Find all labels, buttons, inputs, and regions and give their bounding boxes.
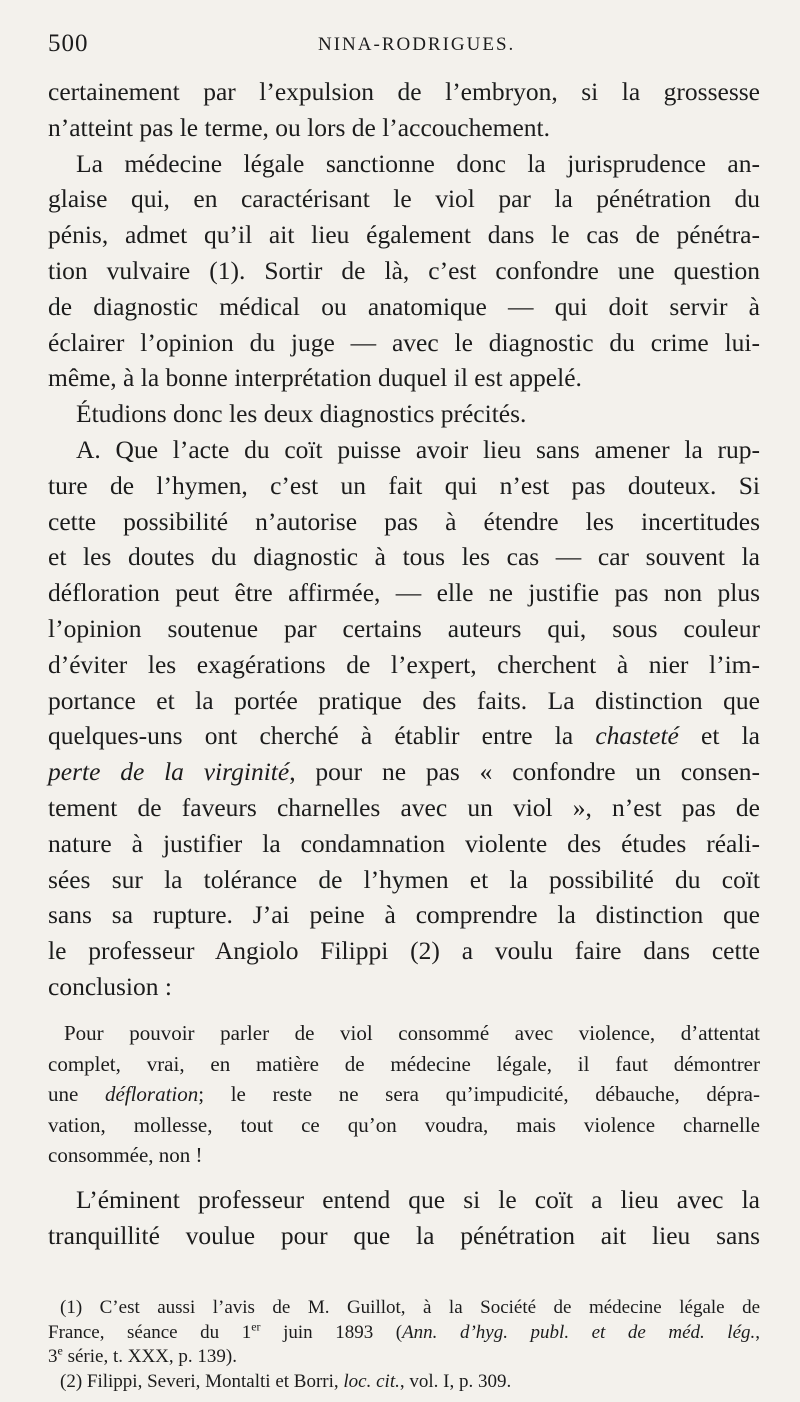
superscript: er [251, 1319, 261, 1334]
quote-line: Pour pouvoir parler de viol consommé avec violence, d’attentat [64, 1021, 760, 1045]
text-segment: (2) Filippi, Severi, Montalti et Borri, [60, 1370, 344, 1392]
text-segment: ; le reste ne sera qu’impudicité, débauche, dépra- [198, 1082, 760, 1107]
text-line: l’opinion soutenue par certains auteurs qui, sous couleur [48, 613, 760, 643]
text-line: le professeur Angiolo Filippi (2) a voulu faire dans cette [48, 936, 760, 966]
text-line [48, 754, 760, 790]
main-text [48, 74, 760, 1005]
text-line: La médecine légale sanctionne donc la jurisprudence an- [76, 148, 760, 178]
text-segment: quelques-uns ont cherché à établir entre la [48, 721, 574, 751]
text-line: cette possibilité n’autorise pas à étendre les incertitudes [48, 506, 760, 536]
text-line: ture de l’hymen, c’est un fait qui n’est pas douteux. Si [48, 470, 760, 500]
text-line: nature à justifier la condamnation violente des études réali- [48, 828, 760, 858]
text-line: tement de faveurs charnelles avec un viol », n’est pas de [48, 792, 760, 822]
text-line: Étudions donc les deux diagnostics précités. [76, 399, 527, 429]
text-segment: une [48, 1082, 79, 1107]
text-segment: France, séance du 1 [48, 1321, 252, 1343]
text-line: d’éviter les exagérations de l’expert, cherchent à nier l’im- [48, 649, 760, 679]
text-segment: 3 [48, 1346, 58, 1367]
text-line: éclairer l’opinion du juge — avec le diagnostic du crime lui- [48, 327, 760, 357]
text-segment: , pour ne pas « confondre un consen- [289, 757, 760, 787]
text-line: défloration peut être affirmée, — elle ne justifie pas non plus [48, 578, 760, 608]
footnote-2-line [48, 1370, 760, 1395]
running-head: NINA-RODRIGUES. [318, 34, 516, 55]
text-line: et les doutes du diagnostic à tous les cas — car souvent la [48, 542, 760, 572]
quote-line: complet, vrai, en matière de médecine légale, il faut démontrer [48, 1051, 760, 1076]
italic-term: chasteté [595, 721, 679, 751]
footnotes [48, 1296, 760, 1394]
text-line: A. Que l’acte du coït puisse avoir lieu sans amener la rup- [76, 434, 760, 464]
text-line: même, à la bonne interprétation duquel il est appelé. [48, 363, 582, 393]
footnote-1-line [48, 1321, 760, 1346]
journal-title: Ann. d’hyg. publ. et de méd. lég. [402, 1321, 756, 1343]
quote-line [48, 1079, 760, 1110]
text-segment: série, t. XXX, p. 139). [62, 1346, 237, 1367]
text-line: conclusion : [48, 971, 172, 1001]
quote-line: consommée, non ! [48, 1143, 203, 1168]
text-line: L’éminent professeur entend que si le coït a lieu avec la [76, 1185, 760, 1214]
text-line: n’atteint pas le terme, ou lors de l’accouchement. [48, 112, 551, 142]
text-line: pénis, admet qu’il ait lieu également dans le cas de pénétra- [48, 220, 760, 250]
text-line: de diagnostic médical ou anatomique — qui doit servir à [48, 291, 760, 321]
text-segment: , [755, 1321, 761, 1343]
text-line: tion vulvaire (1). Sortir de là, c’est confondre une question [48, 255, 760, 285]
text-line: portance et la portée pratique des faits. La distinction que [48, 685, 760, 715]
page-header [48, 30, 748, 66]
block-quote [48, 1018, 760, 1171]
closing-paragraph [48, 1182, 760, 1254]
text-segment: juin 1893 ( [260, 1321, 403, 1343]
italic-term: loc. cit. [343, 1370, 400, 1392]
text-line: tranquillité voulue pour que la pénétration ait lieu sans [48, 1220, 760, 1250]
footnote-1-line: (1) C’est aussi l’avis de M. Guillot, à la Société de médecine légale de [60, 1297, 760, 1318]
text-segment: et la [701, 721, 760, 751]
text-line: glaise qui, en caractérisant le viol par la pénétration du [48, 184, 760, 214]
quote-line: vation, mollesse, tout ce qu’on voudra, mais violence charnelle [48, 1112, 760, 1137]
superscript: e [57, 1343, 63, 1358]
text-line [48, 718, 760, 754]
italic-term: défloration [104, 1082, 199, 1107]
page-number: 500 [48, 30, 89, 57]
text-line: certainement par l’expulsion de l’embryon, si la grossesse [48, 77, 760, 106]
italic-term: perte de la virginité [48, 757, 290, 787]
text-line: sées sur la tolérance de l’hymen et la possibilité du coït [48, 864, 760, 894]
text-line: sans sa rupture. J’ai peine à comprendre la distinction que [48, 900, 760, 930]
text-segment: , vol. I, p. 309. [399, 1370, 512, 1392]
footnote-1-line [48, 1345, 760, 1370]
